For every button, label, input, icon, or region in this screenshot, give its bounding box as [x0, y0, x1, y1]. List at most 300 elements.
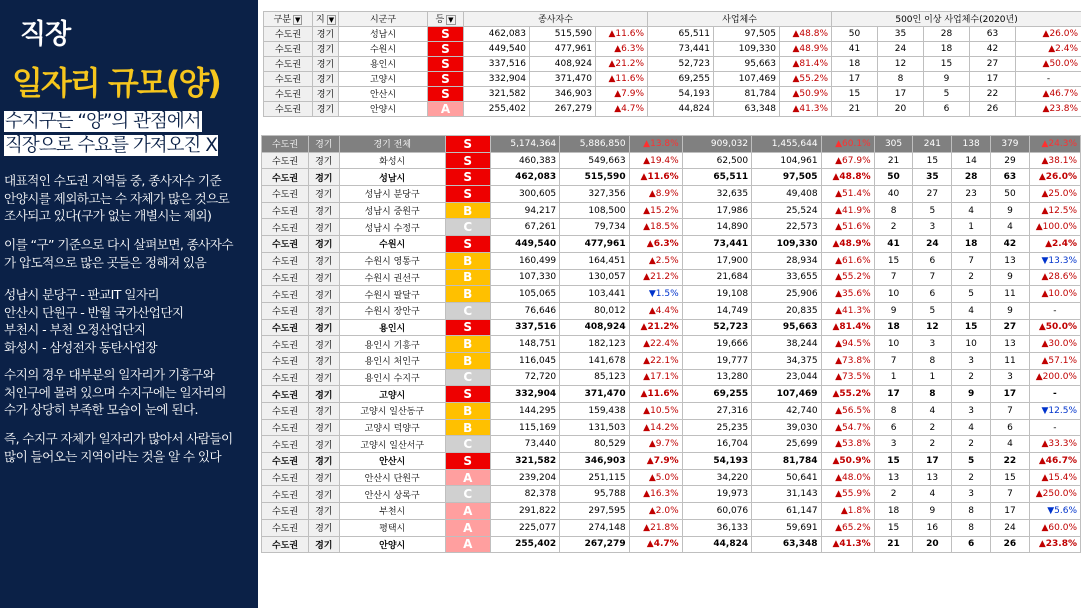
cell-city: 성남시 중원구 — [339, 202, 445, 219]
cell-big-b: 35 — [913, 169, 952, 186]
cell-big-a: 13 — [874, 469, 913, 486]
district-table-body — [262, 136, 1081, 553]
cell-big-d: 4 — [991, 436, 1030, 453]
cell-province: 경기 — [308, 453, 339, 470]
cell-big-d: 50 — [991, 186, 1030, 203]
header-workers: 종사자수 — [464, 12, 648, 27]
cell-big-c: 2 — [952, 469, 991, 486]
cell-big-b: 24 — [913, 236, 952, 253]
cell-biz-2020: 31,143 — [752, 486, 821, 503]
cell-workers-2020: 371,470 — [530, 71, 596, 86]
cell-big-b: 16 — [913, 519, 952, 536]
cell-biz-change: ▲61.6% — [821, 252, 874, 269]
cell-city: 고양시 — [339, 71, 428, 86]
cell-province: 경기 — [313, 56, 339, 71]
cell-workers-2015: 73,440 — [490, 436, 559, 453]
cell-big-d: 11 — [991, 286, 1030, 303]
cell-biz-2020: 23,044 — [752, 369, 821, 386]
cell-workers-2015: 462,083 — [490, 169, 559, 186]
cell-big-d: 15 — [991, 469, 1030, 486]
cell-big-a: 18 — [832, 56, 878, 71]
cell-workers-2020: 297,595 — [560, 503, 629, 520]
cell-workers-2015: 105,065 — [490, 286, 559, 303]
cell-biz-change: ▲48.8% — [780, 26, 832, 41]
cell-big-c: 4 — [952, 419, 991, 436]
cell-biz-change: ▲81.4% — [821, 319, 874, 336]
total-row — [262, 136, 1081, 153]
cell-workers-2020: 108,500 — [560, 202, 629, 219]
cell-city: 수원시 장안구 — [339, 302, 445, 319]
cell-big-change: ▲38.1% — [1029, 152, 1080, 169]
cell-big-b: 17 — [878, 86, 924, 101]
cell-biz-2020: 95,663 — [752, 319, 821, 336]
cell-province: 경기 — [308, 219, 339, 236]
district-row — [262, 403, 1081, 420]
cell-workers-2015: 255,402 — [464, 101, 530, 116]
cell-biz-2020: 49,408 — [752, 186, 821, 203]
cell-grade: A — [445, 536, 490, 553]
cell-biz-change: ▲1.8% — [821, 503, 874, 520]
filter-header-region[interactable]: 구분 ▼ — [264, 12, 313, 27]
cell-workers-2020: 5,886,850 — [560, 136, 629, 153]
cell-big-change: ▲23.8% — [1016, 101, 1081, 116]
cell-workers-2015: 148,751 — [490, 336, 559, 353]
filter-header-grade[interactable]: 등 ▼ — [428, 12, 464, 27]
cell-workers-change: ▲22.4% — [629, 336, 682, 353]
cell-big-change: ▲30.0% — [1029, 336, 1080, 353]
cell-workers-2015: 332,904 — [464, 71, 530, 86]
cell-big-b: 7 — [913, 269, 952, 286]
cell-workers-2020: 130,057 — [560, 269, 629, 286]
cell-biz-2015: 909,032 — [682, 136, 751, 153]
cell-workers-2015: 160,499 — [490, 252, 559, 269]
slide-title-small: 직장 — [20, 19, 71, 50]
highlight-line-1: 수지구는 “양”의 관점에서 — [5, 111, 201, 132]
cell-big-c: 2 — [952, 436, 991, 453]
cell-big-change: ▲60.0% — [1029, 519, 1080, 536]
cell-biz-2020: 20,835 — [752, 302, 821, 319]
cell-big-a: 8 — [874, 403, 913, 420]
cell-big-a: 10 — [874, 286, 913, 303]
top-table-row — [264, 26, 1081, 41]
district-row — [262, 202, 1081, 219]
cell-workers-2015: 337,516 — [490, 319, 559, 336]
cell-province: 경기 — [313, 71, 339, 86]
cell-region: 수도권 — [262, 136, 309, 153]
cell-region: 수도권 — [262, 386, 309, 403]
district-row — [262, 419, 1081, 436]
left-panel — [0, 0, 258, 608]
cell-big-c: 6 — [952, 536, 991, 553]
cell-big-change: ▲26.0% — [1029, 169, 1080, 186]
cell-big-a: 9 — [874, 302, 913, 319]
cell-grade: C — [445, 436, 490, 453]
cell-biz-2020: 38,244 — [752, 336, 821, 353]
cell-province: 경기 — [308, 236, 339, 253]
cell-big-b: 2 — [913, 436, 952, 453]
cell-big-c: 5 — [924, 86, 970, 101]
cell-province: 경기 — [308, 136, 339, 153]
district-row — [262, 269, 1081, 286]
cell-big-c: 4 — [952, 302, 991, 319]
para3-line: 성남시 분당구 - 판교IT 일자리 — [4, 287, 159, 302]
cell-region: 수도권 — [262, 503, 309, 520]
cell-biz-2020: 81,784 — [714, 86, 780, 101]
cell-big-change: ▼13.3% — [1029, 252, 1080, 269]
cell-big-b: 15 — [913, 152, 952, 169]
cell-workers-2020: 371,470 — [560, 386, 629, 403]
cell-grade: A — [445, 469, 490, 486]
cell-workers-2015: 291,822 — [490, 503, 559, 520]
cell-region: 수도권 — [262, 369, 309, 386]
cell-big-change: ▲50.0% — [1016, 56, 1081, 71]
top-table-body — [264, 26, 1081, 116]
cell-big-a: 41 — [832, 41, 878, 56]
cell-biz-change: ▲60.1% — [821, 136, 874, 153]
slide-title-large: 일자리 규모(양) — [12, 64, 220, 102]
cell-big-change: ▼5.6% — [1029, 503, 1080, 520]
cell-biz-2015: 69,255 — [682, 386, 751, 403]
cell-biz-change: ▲73.8% — [821, 352, 874, 369]
district-row — [262, 436, 1081, 453]
cell-big-b: 12 — [878, 56, 924, 71]
cell-workers-2020: 251,115 — [560, 469, 629, 486]
cell-region: 수도권 — [262, 202, 309, 219]
cell-big-b: 27 — [913, 186, 952, 203]
cell-workers-2020: 79,734 — [560, 219, 629, 236]
cell-province: 경기 — [308, 186, 339, 203]
cell-big-b: 4 — [913, 486, 952, 503]
cell-big-c: 2 — [952, 369, 991, 386]
cell-big-d: 42 — [991, 236, 1030, 253]
cell-big-change: ▲2.4% — [1016, 41, 1081, 56]
cell-big-d: 13 — [991, 252, 1030, 269]
cell-biz-2015: 17,986 — [682, 202, 751, 219]
cell-city: 용인시 수지구 — [339, 369, 445, 386]
cell-biz-change: ▲41.9% — [821, 202, 874, 219]
cell-big-a: 41 — [874, 236, 913, 253]
cell-province: 경기 — [308, 386, 339, 403]
cell-grade: B — [445, 269, 490, 286]
cell-biz-2020: 50,641 — [752, 469, 821, 486]
cell-big-change: ▲28.6% — [1029, 269, 1080, 286]
cell-biz-2015: 16,704 — [682, 436, 751, 453]
cell-workers-2020: 103,441 — [560, 286, 629, 303]
cell-big-b: 3 — [913, 219, 952, 236]
cell-biz-2015: 32,635 — [682, 186, 751, 203]
cell-region: 수도권 — [262, 336, 309, 353]
cell-biz-2015: 62,500 — [682, 152, 751, 169]
cell-biz-2015: 44,824 — [682, 536, 751, 553]
cell-big-a: 6 — [874, 419, 913, 436]
cell-big-d: 26 — [991, 536, 1030, 553]
cell-region: 수도권 — [264, 26, 313, 41]
cell-biz-2015: 73,441 — [648, 41, 714, 56]
cell-city: 수원시 권선구 — [339, 269, 445, 286]
cell-big-a: 50 — [874, 169, 913, 186]
cell-city: 수원시 팔달구 — [339, 286, 445, 303]
cell-workers-change: ▲11.6% — [629, 386, 682, 403]
cell-big-d: 27 — [991, 319, 1030, 336]
cell-province: 경기 — [308, 302, 339, 319]
cell-biz-change: ▲50.9% — [780, 86, 832, 101]
cell-city: 용인시 기흥구 — [339, 336, 445, 353]
cell-biz-2015: 44,824 — [648, 101, 714, 116]
filter-header-province[interactable]: 지 ▼ — [313, 12, 339, 27]
cell-biz-2015: 73,441 — [682, 236, 751, 253]
para5-line: 즉, 수지구 자체가 일자리가 많아서 사람들이 — [4, 431, 233, 446]
cell-big-change: ▲200.0% — [1029, 369, 1080, 386]
cell-big-a: 17 — [832, 71, 878, 86]
cell-workers-2015: 255,402 — [490, 536, 559, 553]
dropdown-icon[interactable]: ▼ — [448, 16, 454, 25]
cell-city: 화성시 — [339, 152, 445, 169]
cell-big-a: 15 — [874, 519, 913, 536]
cell-workers-change: ▲22.1% — [629, 352, 682, 369]
cell-big-change: ▲100.0% — [1029, 219, 1080, 236]
para1-line: 대표적인 수도권 지역들 중, 종사자수 기준 — [4, 173, 222, 188]
cell-workers-2020: 408,924 — [560, 319, 629, 336]
cell-biz-change: ▲53.8% — [821, 436, 874, 453]
cell-workers-2015: 321,582 — [490, 453, 559, 470]
cell-biz-2020: 34,375 — [752, 352, 821, 369]
cell-biz-2020: 33,655 — [752, 269, 821, 286]
cell-workers-change: ▲18.5% — [629, 219, 682, 236]
cell-big-change: ▲50.0% — [1029, 319, 1080, 336]
cell-big-c: 4 — [952, 202, 991, 219]
district-row — [262, 286, 1081, 303]
para3-line: 화성시 - 삼성전자 동탄사업장 — [4, 339, 157, 355]
district-row — [262, 519, 1081, 536]
cell-workers-change: ▲10.5% — [629, 403, 682, 420]
cell-province: 경기 — [308, 519, 339, 536]
cell-big-c: 15 — [952, 319, 991, 336]
district-row — [262, 186, 1081, 203]
cell-biz-2020: 95,663 — [714, 56, 780, 71]
cell-big-a: 2 — [874, 486, 913, 503]
cell-region: 수도권 — [262, 469, 309, 486]
cell-city: 용인시 — [339, 56, 428, 71]
cell-big-c: 23 — [952, 186, 991, 203]
cell-workers-2015: 107,330 — [490, 269, 559, 286]
cell-city: 평택시 — [339, 519, 445, 536]
cell-big-b: 241 — [913, 136, 952, 153]
cell-grade: S — [428, 86, 464, 101]
cell-biz-2020: 61,147 — [752, 503, 821, 520]
cell-big-b: 6 — [913, 252, 952, 269]
cell-big-c: 28 — [952, 169, 991, 186]
cell-big-d: 22 — [970, 86, 1016, 101]
cell-biz-2020: 81,784 — [752, 453, 821, 470]
cell-region: 수도권 — [262, 319, 309, 336]
cell-biz-change: ▲94.5% — [821, 336, 874, 353]
cell-big-a: 50 — [832, 26, 878, 41]
para3-line: 부천시 - 부천 오정산업단지 — [4, 322, 146, 338]
cell-city: 안산시 — [339, 453, 445, 470]
cell-province: 경기 — [308, 536, 339, 553]
cell-workers-2020: 346,903 — [530, 86, 596, 101]
cell-region: 수도권 — [262, 403, 309, 420]
highlight-box — [4, 110, 255, 158]
header-biz: 사업체수 — [648, 12, 832, 27]
cell-big-d: 29 — [991, 152, 1030, 169]
cell-workers-2015: 321,582 — [464, 86, 530, 101]
cell-grade: B — [445, 286, 490, 303]
cell-workers-change: ▲4.4% — [629, 302, 682, 319]
cell-big-b: 17 — [913, 453, 952, 470]
cell-biz-2020: 39,030 — [752, 419, 821, 436]
cell-grade: A — [445, 519, 490, 536]
cell-biz-change: ▲41.3% — [821, 302, 874, 319]
city-row — [262, 386, 1081, 403]
filter-icon[interactable]: ▼ — [328, 16, 335, 25]
cell-big-b: 8 — [913, 386, 952, 403]
cell-big-d: 9 — [991, 269, 1030, 286]
cell-big-c: 6 — [924, 101, 970, 116]
cell-big-d: 27 — [970, 56, 1016, 71]
cell-region: 수도권 — [262, 286, 309, 303]
cell-province: 경기 — [313, 26, 339, 41]
cell-big-c: 3 — [952, 486, 991, 503]
cell-workers-change: ▲2.5% — [629, 252, 682, 269]
cell-workers-2015: 462,083 — [464, 26, 530, 41]
cell-workers-change: ▲21.2% — [596, 56, 648, 71]
cell-workers-change: ▲5.0% — [629, 469, 682, 486]
cell-big-c: 9 — [924, 71, 970, 86]
cell-grade: S — [445, 152, 490, 169]
cell-region: 수도권 — [262, 436, 309, 453]
cell-workers-2020: 515,590 — [560, 169, 629, 186]
cell-biz-2015: 60,076 — [682, 503, 751, 520]
cell-big-c: 5 — [952, 286, 991, 303]
cell-grade: S — [445, 136, 490, 153]
cell-biz-2020: 63,348 — [752, 536, 821, 553]
cell-biz-change: ▲67.9% — [821, 152, 874, 169]
para4-line: 수가 상당히 부족한 모습이 눈에 된다. — [4, 402, 198, 418]
cell-big-c: 14 — [952, 152, 991, 169]
cell-big-d: 7 — [991, 403, 1030, 420]
cell-province: 경기 — [308, 319, 339, 336]
cell-workers-2020: 164,451 — [560, 252, 629, 269]
cell-big-d: 9 — [991, 302, 1030, 319]
cell-big-a: 2 — [874, 219, 913, 236]
cell-workers-change: ▼1.5% — [629, 286, 682, 303]
top-table-row — [264, 41, 1081, 56]
cell-big-a: 1 — [874, 369, 913, 386]
cell-grade: S — [428, 71, 464, 86]
cell-big-change: ▲250.0% — [1029, 486, 1080, 503]
cell-workers-2020: 80,529 — [560, 436, 629, 453]
cell-city: 수원시 — [339, 236, 445, 253]
city-row — [262, 453, 1081, 470]
cell-city: 성남시 수정구 — [339, 219, 445, 236]
cell-grade: C — [445, 302, 490, 319]
cell-biz-2020: 25,699 — [752, 436, 821, 453]
cell-big-change: ▲24.3% — [1029, 136, 1080, 153]
cell-workers-change: ▲11.6% — [629, 169, 682, 186]
cell-big-d: 22 — [991, 453, 1030, 470]
paragraph-4 — [4, 366, 258, 419]
cell-biz-2020: 25,524 — [752, 202, 821, 219]
cell-workers-change: ▲7.9% — [596, 86, 648, 101]
cell-biz-change: ▲55.2% — [780, 71, 832, 86]
cell-big-a: 7 — [874, 269, 913, 286]
cell-region: 수도권 — [264, 71, 313, 86]
cell-biz-2020: 28,934 — [752, 252, 821, 269]
cell-big-b: 13 — [913, 469, 952, 486]
cell-city: 고양시 일산동구 — [339, 403, 445, 420]
cell-grade: B — [445, 336, 490, 353]
city-row — [262, 169, 1081, 186]
cell-province: 경기 — [308, 169, 339, 186]
cell-big-c: 2 — [952, 269, 991, 286]
cell-biz-2015: 19,777 — [682, 352, 751, 369]
cell-biz-change: ▲48.8% — [821, 169, 874, 186]
cell-big-c: 138 — [952, 136, 991, 153]
cell-biz-change: ▲81.4% — [780, 56, 832, 71]
cell-province: 경기 — [308, 352, 339, 369]
cell-big-b: 3 — [913, 336, 952, 353]
cell-big-b: 5 — [913, 202, 952, 219]
header-big-biz: 500인 이상 사업체수(2020년) — [832, 12, 1081, 27]
cell-province: 경기 — [308, 486, 339, 503]
cell-big-a: 17 — [874, 386, 913, 403]
cell-region: 수도권 — [262, 152, 309, 169]
cell-big-change: - — [1029, 386, 1080, 403]
cell-province: 경기 — [308, 152, 339, 169]
cell-big-change: ▲26.0% — [1016, 26, 1081, 41]
cell-biz-change: ▲51.4% — [821, 186, 874, 203]
cell-workers-2020: 346,903 — [560, 453, 629, 470]
cell-city: 안양시 — [339, 101, 428, 116]
cell-province: 경기 — [308, 202, 339, 219]
cell-biz-change: ▲51.6% — [821, 219, 874, 236]
cell-province: 경기 — [313, 101, 339, 116]
cell-province: 경기 — [308, 336, 339, 353]
paragraph-3 — [4, 286, 258, 356]
district-row — [262, 302, 1081, 319]
cell-region: 수도권 — [262, 352, 309, 369]
cell-grade: S — [445, 169, 490, 186]
cell-big-b: 8 — [913, 352, 952, 369]
cell-big-d: 13 — [991, 336, 1030, 353]
cell-grade: S — [428, 56, 464, 71]
cell-workers-2020: 267,279 — [560, 536, 629, 553]
cell-big-c: 3 — [952, 403, 991, 420]
cell-big-c: 28 — [924, 26, 970, 41]
cell-big-b: 6 — [913, 286, 952, 303]
cell-workers-2020: 477,961 — [530, 41, 596, 56]
cell-workers-2020: 327,356 — [560, 186, 629, 203]
cell-grade: B — [445, 352, 490, 369]
district-row — [262, 336, 1081, 353]
cell-big-change: ▼12.5% — [1029, 403, 1080, 420]
header-city: 시군구 — [339, 12, 428, 27]
cell-province: 경기 — [308, 369, 339, 386]
cell-biz-2020: 97,505 — [752, 169, 821, 186]
cell-region: 수도권 — [262, 219, 309, 236]
cell-big-b: 24 — [878, 41, 924, 56]
filter-icon[interactable]: ▼ — [295, 16, 301, 25]
cell-workers-2020: 159,438 — [560, 403, 629, 420]
cell-big-c: 10 — [952, 336, 991, 353]
top-table-header — [264, 12, 1081, 27]
cell-big-d: 17 — [970, 71, 1016, 86]
cell-big-d: 24 — [991, 519, 1030, 536]
cell-biz-change: ▲48.0% — [821, 469, 874, 486]
cell-big-change: ▲15.4% — [1029, 469, 1080, 486]
cell-workers-change: ▲13.8% — [629, 136, 682, 153]
